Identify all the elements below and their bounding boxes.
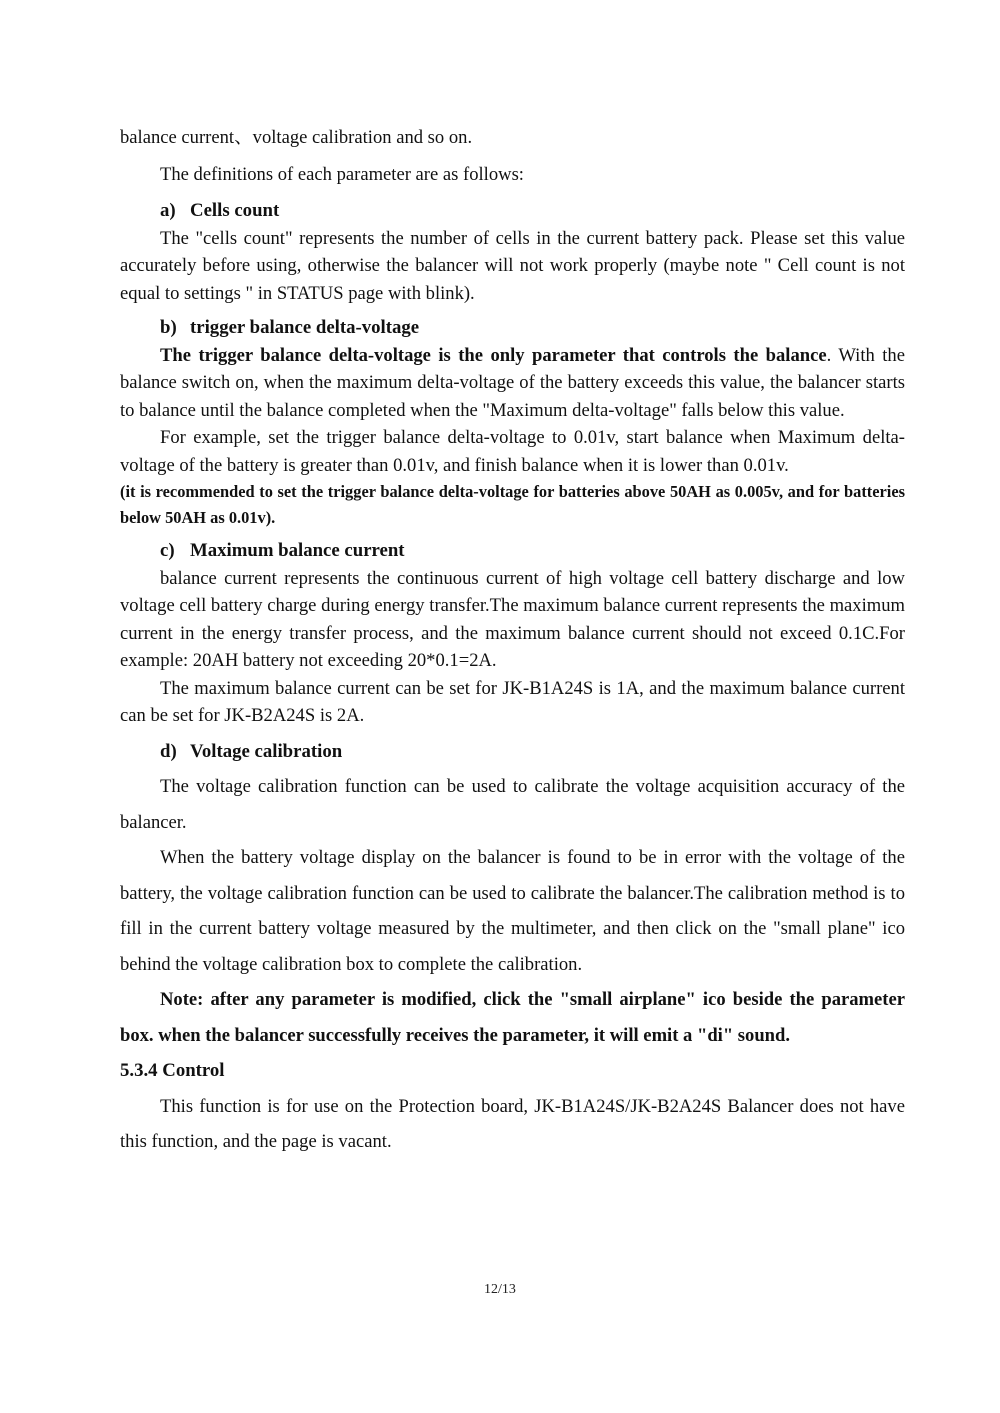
section-d-title: Voltage calibration: [190, 740, 343, 762]
section-b-body-text: . With the balance switch on, when the maximum delta-voltage of the battery exceeds this value, the balancer starts to balance until the balance completed when the "Maximum delta-voltage" falls below this value.: [120, 344, 905, 421]
section-a-heading: [160, 197, 905, 225]
document-page: [120, 124, 905, 1160]
section-d-body: The voltage calibration function can be used to calibrate the voltage acquisition accuracy of the balancer.: [120, 776, 905, 833]
intro-definitions: The definitions of each parameter are as follows:: [160, 163, 524, 185]
section-a-label: a): [160, 200, 176, 221]
section-b-example: For example, set the trigger balance delta-voltage to 0.01v, start balance when Maximum delta-voltage of the battery is greater than 0.01v, and finish balance when it is lower than 0.01v.: [120, 427, 905, 476]
section-a-title: Cells count: [190, 200, 280, 221]
section-d-heading: [160, 738, 905, 766]
section-c-label: c): [160, 540, 175, 561]
section-c-heading: [160, 537, 905, 565]
page-number: 12/13: [484, 1282, 516, 1297]
section-d-note: Note: after any parameter is modified, click the "small airplane" ico beside the parameter box. when the balancer successfully receives the parameter, it will emit a "di" sound.: [120, 989, 905, 1046]
section-a-body: The "cells count" represents the number of cells in the current battery pack. Please set this value accurately before using, otherwise the balancer will not work properly (maybe note " Cell count is not equal to settings " in STATUS page with blink).: [120, 227, 905, 304]
section-c-limits: The maximum balance current can be set for JK-B1A24S is 1A, and the maximum balance current can be set for JK-B2A24S is 2A.: [120, 677, 905, 726]
section-c-title: Maximum balance current: [190, 540, 405, 561]
section-d-procedure: When the battery voltage display on the balancer is found to be in error with the voltage of the battery, the voltage calibration function can be used to calibrate the balancer.The calibration method is to fill in the current battery voltage measured by the multimeter, and then click on the "small plane" ico behind the voltage calibration box to complete the calibration.: [120, 847, 905, 975]
section-b-title: trigger balance delta-voltage: [190, 317, 420, 338]
section-b-label: b): [160, 317, 177, 338]
section-c-body: balance current represents the continuous current of high voltage cell battery discharge and low voltage cell battery charge during energy transfer.The maximum balance current represents the maximum current in the energy transfer process, and the maximum balance current should not exceed 0.1C.For example: 20AH battery not exceeding 20*0.1=2A.: [120, 567, 905, 671]
section-b-body: [120, 342, 905, 425]
section-b-recommendation: (it is recommended to set the trigger balance delta-voltage for batteries above 50AH as 0.005v, and for batteries below 50AH as 0.01v).: [120, 482, 905, 527]
section-b-bold-lead: The trigger balance delta-voltage is the only parameter that controls the balance: [160, 344, 827, 366]
section-b-heading: [160, 314, 905, 342]
section-534-heading: 5.3.4 Control: [120, 1060, 225, 1081]
section-534-body: This function is for use on the Protection board, JK-B1A24S/JK-B2A24S Balancer does not have this function, and the page is vacant.: [120, 1095, 905, 1152]
intro-line: balance current、voltage calibration and so on.: [120, 127, 473, 148]
section-d-label: d): [160, 740, 177, 762]
